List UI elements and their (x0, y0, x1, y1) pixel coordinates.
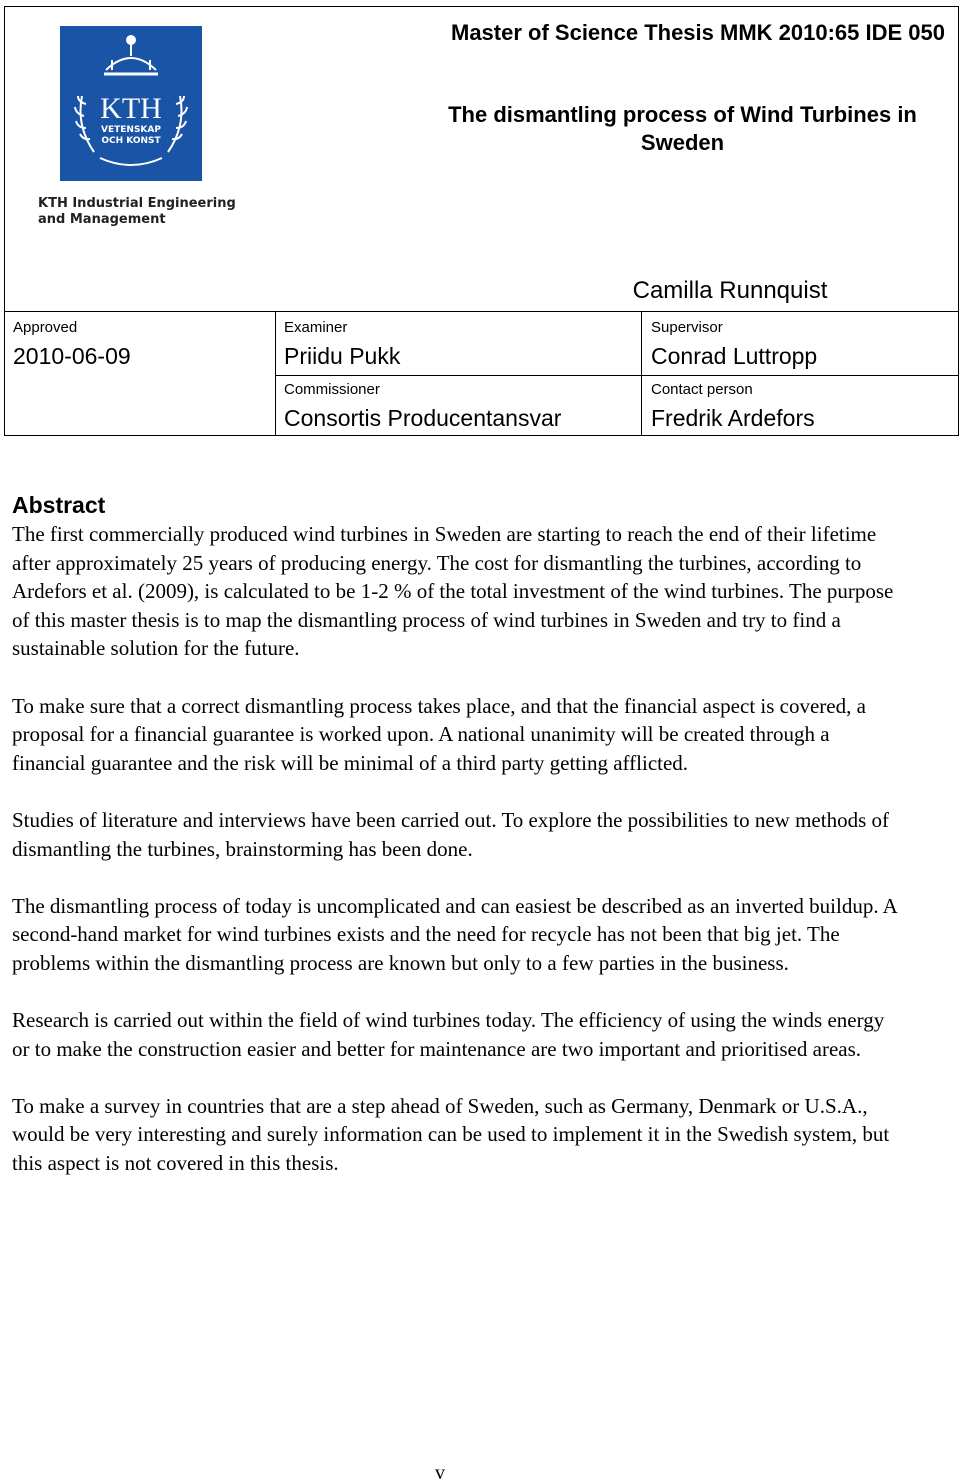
abstract-paragraph: The dismantling process of today is uncomplicated and can easiest be described as an inverted buildup. A second-hand market for wind turbines exists and the need for recycle has not been that big jet. The problems within the dismantling process are known but only to a few parties in the business. (12, 893, 897, 975)
table-divider-right (641, 311, 642, 436)
examiner-label: Examiner (284, 319, 348, 336)
contact-person-label: Contact person (651, 381, 753, 398)
table-top-border (4, 311, 959, 312)
approved-label: Approved (13, 319, 78, 336)
logo-caption-line-1: KTH Industrial Engineering (38, 196, 236, 211)
supervisor-value: Conrad Luttropp (651, 343, 818, 369)
svg-text:VETENSKAP: VETENSKAP (101, 125, 161, 135)
commissioner-value: Consortis Producentansvar (284, 405, 562, 431)
author-name: Camilla Runnquist (632, 277, 828, 304)
svg-text:OCH KONST: OCH KONST (101, 136, 161, 146)
abstract-paragraph: Research is carried out within the field of wind turbines today. The efficiency of using the winds energy or to make the construction easier and better for maintenance are two important and prioritised areas. (12, 1008, 885, 1061)
commissioner-label: Commissioner (284, 381, 380, 398)
table-divider-left (275, 311, 276, 436)
abstract-heading: Abstract (12, 492, 106, 518)
supervisor-label: Supervisor (651, 319, 723, 336)
approved-value: 2010-06-09 (13, 343, 131, 369)
kth-logo (60, 26, 202, 181)
examiner-value: Priidu Pukk (284, 343, 401, 369)
abstract-paragraph: To make a survey in countries that are a step ahead of Sweden, such as Germany, Denmark or U.S.A., would be very interesting and surely information can be used to implement it in the Swedish system, but this aspect is not covered in this thesis. (12, 1093, 890, 1176)
abstract-paragraph: To make sure that a correct dismantling process takes place, and that the financial aspect is covered, a proposal for a financial guarantee is worked upon. A national unanimity will be created through a financial guarantee and the risk will be minimal of a third party getting afflicted. (12, 693, 866, 775)
logo-caption-line-2: and Management (38, 212, 166, 227)
abstract-paragraph: Studies of literature and interviews have been carried out. To explore the possibilities to new methods of dismantling the turbines, brainstorming has been done. (12, 807, 889, 861)
table-middle-border (276, 375, 959, 376)
thesis-id: Master of Science Thesis MMK 2010:65 IDE 050 (451, 20, 945, 45)
abstract-paragraph: The first commercially produced wind turbines in Sweden are starting to reach the end of their lifetime after approximately 25 years of producing energy. The cost for dismantling the turbines, according to Ardefors et al. (2009), is calculated to be 1-2 % of the total investment of the wind turbines. The purpose of this master thesis is to map the dismantling process of wind turbines in Sweden and try to find a sustainable solution for the future. (12, 522, 894, 661)
page-number: v (435, 1462, 445, 1484)
contact-person-value: Fredrik Ardefors (651, 405, 815, 431)
svg-text:KTH: KTH (100, 92, 162, 125)
thesis-title: The dismantling process of Wind Turbines in Sweden (448, 102, 917, 155)
logo-caption (38, 196, 236, 228)
kth-crest-icon (60, 26, 202, 181)
abstract-body (12, 520, 902, 1206)
